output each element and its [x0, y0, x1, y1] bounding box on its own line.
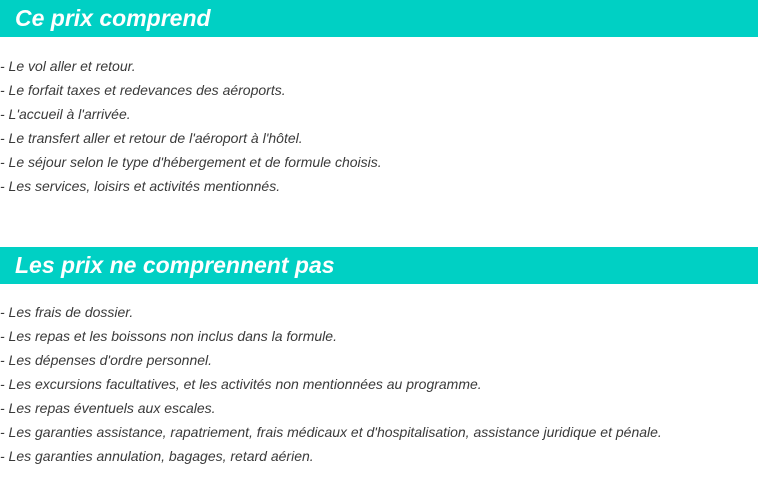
list-item: - Les dépenses d'ordre personnel. [0, 352, 213, 368]
list-item: - Le vol aller et retour. [0, 58, 136, 74]
list-item: - Les garanties assistance, rapatriement, frais médicaux et d'hospitalisation, assistance juridique et pénale. [0, 424, 662, 440]
excluded-heading: Les prix ne comprennent pas [0, 247, 758, 284]
list-item: - Les services, loisirs et activités mentionnés. [0, 178, 281, 194]
list-item: - Les frais de dossier. [0, 304, 134, 320]
list-item: - Le séjour selon le type d'hébergement et de formule choisis. [0, 154, 382, 170]
list-item: - Le forfait taxes et redevances des aéroports. [0, 82, 286, 98]
list-item: - Le transfert aller et retour de l'aéroport à l'hôtel. [0, 130, 303, 146]
included-heading: Ce prix comprend [0, 0, 758, 37]
list-item: - L'accueil à l'arrivée. [0, 106, 131, 122]
included-list [0, 37, 758, 198]
list-item: - Les excursions facultatives, et les activités non mentionnées au programme. [0, 376, 482, 392]
list-item: - Les repas et les boissons non inclus dans la formule. [0, 328, 337, 344]
list-item: - Les repas éventuels aux escales. [0, 400, 216, 416]
excluded-list [0, 284, 758, 468]
list-item: - Les garanties annulation, bagages, retard aérien. [0, 448, 314, 464]
excluded-section [0, 247, 758, 468]
included-section [0, 0, 758, 198]
